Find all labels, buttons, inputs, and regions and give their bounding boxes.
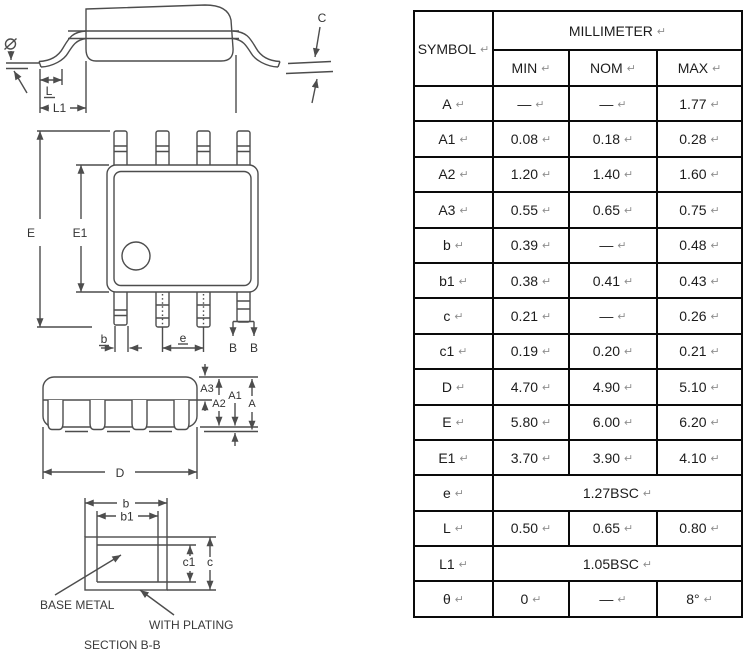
symbol-cell: [414, 334, 493, 369]
e-overall-dim-label: E: [26, 226, 36, 240]
cell-value: D: [441, 378, 452, 395]
return-mark: ↵: [535, 98, 545, 111]
min-header-text: MIN: [511, 60, 538, 76]
table-row: [414, 121, 742, 156]
return-mark: ↵: [624, 523, 634, 536]
symbol-cell: [414, 405, 493, 440]
cell-value: 5.80: [510, 414, 539, 431]
cell-value: 0: [520, 591, 529, 608]
return-mark: ↵: [542, 417, 552, 430]
min-cell: [493, 121, 569, 156]
cell-value: b: [442, 237, 451, 254]
a3-dim-label: A3: [200, 383, 214, 395]
b-width-dim-label: b: [100, 332, 108, 346]
symbol-header-text: SYMBOL: [417, 40, 477, 57]
return-mark: ↵: [710, 417, 720, 430]
cell-value: 0.38: [510, 272, 539, 289]
cell-value: 0.39: [510, 237, 539, 254]
return-mark: ↵: [542, 204, 552, 217]
return-mark: ↵: [624, 134, 634, 147]
max-cell: [657, 334, 742, 369]
table-row: [414, 440, 742, 475]
return-mark: ↵: [455, 98, 465, 111]
return-mark: ↵: [710, 134, 720, 147]
cell-value: c: [443, 308, 451, 325]
min-cell: [493, 369, 569, 404]
max-cell: [657, 369, 742, 404]
theta-angle-icon: [5, 39, 17, 50]
return-mark: ↵: [642, 487, 653, 500]
return-mark: ↵: [624, 381, 634, 394]
cell-value: 0.65: [592, 520, 621, 537]
return-mark: ↵: [454, 240, 464, 253]
nom-cell: [569, 581, 657, 616]
nom-cell: [569, 228, 657, 263]
return-mark: ↵: [542, 134, 552, 147]
millimeter-header-cell: [493, 11, 742, 50]
nom-header-cell: [569, 50, 657, 86]
nom-cell: [569, 192, 657, 227]
return-mark: ↵: [455, 381, 466, 394]
cell-value: 1.05BSC: [582, 555, 639, 572]
return-mark: ↵: [712, 63, 722, 75]
return-mark: ↵: [454, 523, 464, 536]
cell-value: 3.70: [510, 449, 539, 466]
return-mark: ↵: [710, 523, 720, 536]
table-row: [414, 298, 742, 333]
nom-cell: [569, 121, 657, 156]
return-mark: ↵: [626, 63, 636, 75]
cell-value: 0.50: [510, 520, 539, 537]
return-mark: ↵: [480, 43, 490, 56]
min-cell: [493, 263, 569, 298]
symbol-cell: [414, 440, 493, 475]
cell-value: A3: [438, 201, 456, 218]
cell-value: —: [517, 95, 532, 112]
table-row: [414, 192, 742, 227]
min-cell: [493, 511, 569, 546]
cell-value: —: [599, 591, 614, 608]
l-dim-label: L: [45, 84, 53, 98]
cell-value: L1: [439, 555, 455, 572]
front-view-drawing: [43, 364, 258, 480]
cell-value: 1.77: [679, 95, 707, 112]
return-mark: ↵: [542, 275, 552, 288]
cell-value: —: [599, 237, 614, 254]
cell-value: 6.20: [679, 414, 707, 431]
span-value-cell: [493, 475, 742, 510]
return-mark: ↵: [542, 523, 552, 536]
return-mark: ↵: [542, 311, 552, 324]
return-mark: ↵: [458, 346, 468, 359]
max-cell: [657, 86, 742, 121]
nom-cell: [569, 263, 657, 298]
return-mark: ↵: [532, 594, 542, 607]
cell-value: 0.21: [679, 343, 707, 360]
return-mark: ↵: [617, 311, 627, 324]
cell-value: 0.26: [679, 308, 707, 325]
cell-value: E: [442, 414, 452, 431]
table-row: [414, 263, 742, 298]
cell-value: 1.40: [592, 166, 621, 183]
symbol-cell: [414, 263, 493, 298]
return-mark: ↵: [710, 275, 720, 288]
cell-value: θ: [442, 591, 451, 608]
cell-value: 0.55: [510, 201, 539, 218]
cell-value: b1: [439, 272, 455, 289]
symbol-cell: [414, 298, 493, 333]
cell-value: 0.20: [592, 343, 621, 360]
cell-value: —: [599, 308, 614, 325]
table-row: [414, 157, 742, 192]
return-mark: ↵: [454, 594, 464, 607]
max-header-cell: [657, 50, 742, 86]
return-mark: ↵: [624, 204, 634, 217]
return-mark: ↵: [642, 558, 653, 571]
return-mark: ↵: [459, 169, 469, 182]
return-mark: ↵: [617, 98, 627, 111]
symbol-cell: [414, 546, 493, 581]
cell-value: 0.21: [510, 308, 539, 325]
cell-value: 4.90: [592, 378, 621, 395]
nom-cell: [569, 511, 657, 546]
max-header-text: MAX: [677, 60, 709, 76]
span-value-cell: [493, 546, 742, 581]
return-mark: ↵: [459, 204, 469, 217]
return-mark: ↵: [624, 346, 634, 359]
cell-value: 0.28: [679, 131, 707, 148]
return-mark: ↵: [459, 452, 469, 465]
cell-value: 0.65: [592, 201, 621, 218]
nom-cell: [569, 440, 657, 475]
return-mark: ↵: [624, 452, 634, 465]
cell-value: A2: [438, 166, 456, 183]
return-mark: ↵: [710, 204, 720, 217]
cell-value: 3.90: [592, 449, 621, 466]
cell-value: 8°: [686, 591, 700, 608]
max-cell: [657, 581, 742, 616]
cell-value: A: [442, 95, 452, 112]
return-mark: ↵: [624, 417, 634, 430]
table-row: [414, 511, 742, 546]
section-b-marker-1: B: [228, 341, 238, 355]
min-cell: [493, 228, 569, 263]
return-mark: ↵: [710, 240, 720, 253]
nom-cell: [569, 369, 657, 404]
c-dim-label: C: [317, 11, 327, 25]
return-mark: ↵: [542, 169, 552, 182]
cell-value: 6.00: [592, 414, 621, 431]
max-cell: [657, 263, 742, 298]
return-mark: ↵: [624, 275, 634, 288]
cell-value: L: [442, 520, 451, 537]
with-plating-caption: WITH PLATING: [149, 618, 234, 632]
min-cell: [493, 440, 569, 475]
symbol-cell: [414, 121, 493, 156]
return-mark: ↵: [656, 25, 667, 38]
nom-cell: [569, 86, 657, 121]
min-cell: [493, 157, 569, 192]
max-cell: [657, 192, 742, 227]
max-cell: [657, 405, 742, 440]
nom-cell: [569, 298, 657, 333]
cell-value: 0.18: [592, 131, 621, 148]
cell-value: E1: [438, 449, 456, 466]
max-cell: [657, 157, 742, 192]
return-mark: ↵: [710, 381, 720, 394]
return-mark: ↵: [617, 594, 627, 607]
return-mark: ↵: [710, 346, 720, 359]
return-mark: ↵: [458, 275, 468, 288]
symbol-cell: [414, 581, 493, 616]
section-c1-dim-label: c1: [182, 555, 196, 569]
symbol-cell: [414, 192, 493, 227]
cell-value: 4.10: [679, 449, 707, 466]
return-mark: ↵: [454, 311, 464, 324]
return-mark: ↵: [710, 169, 720, 182]
table-row: [414, 334, 742, 369]
min-cell: [493, 334, 569, 369]
section-b-marker-2: B: [249, 341, 259, 355]
max-cell: [657, 511, 742, 546]
nom-cell: [569, 334, 657, 369]
nom-cell: [569, 405, 657, 440]
cell-value: 4.70: [510, 378, 539, 395]
e1-body-dim-label: E1: [72, 226, 88, 240]
table-row: [414, 581, 742, 616]
return-mark: ↵: [455, 417, 465, 430]
cell-value: 1.27BSC: [582, 484, 639, 501]
section-c-dim-label: c: [207, 555, 213, 569]
min-cell: [493, 298, 569, 333]
section-b1-dim-label: b1: [120, 509, 134, 524]
section-bb-title: SECTION B-B: [84, 638, 161, 652]
min-cell: [493, 581, 569, 616]
nom-cell: [569, 157, 657, 192]
min-header-cell: [493, 50, 569, 86]
return-mark: ↵: [710, 311, 720, 324]
a1-dim-label: A1: [228, 390, 242, 402]
table-row: [414, 405, 742, 440]
e-pitch-dim-label: e: [179, 331, 187, 345]
symbol-cell: [414, 228, 493, 263]
l1-dim-label: L1: [52, 101, 67, 115]
dim-table-body: [414, 86, 742, 617]
millimeter-header-text: MILLIMETER: [568, 22, 653, 39]
cell-value: 0.43: [679, 272, 707, 289]
min-cell: [493, 192, 569, 227]
a2-dim-label: A2: [212, 398, 226, 410]
return-mark: ↵: [710, 98, 720, 111]
top-view-drawing: [27, 131, 258, 355]
cell-value: 0.08: [510, 131, 539, 148]
cell-value: 1.60: [679, 166, 707, 183]
table-row: [414, 228, 742, 263]
table-row: [414, 475, 742, 510]
cell-value: c1: [439, 343, 455, 360]
cell-value: 5.10: [679, 378, 707, 395]
cell-value: 0.80: [679, 520, 707, 537]
return-mark: ↵: [542, 381, 552, 394]
max-cell: [657, 121, 742, 156]
cell-value: 0.19: [510, 343, 539, 360]
return-mark: ↵: [458, 558, 468, 571]
a-dim-label: A: [248, 398, 256, 410]
max-cell: [657, 440, 742, 475]
return-mark: ↵: [542, 240, 552, 253]
symbol-cell: [414, 511, 493, 546]
cell-value: —: [599, 95, 614, 112]
cell-value: A1: [438, 131, 456, 148]
symbol-cell: [414, 369, 493, 404]
max-cell: [657, 298, 742, 333]
return-mark: ↵: [542, 346, 552, 359]
symbol-cell: [414, 475, 493, 510]
min-cell: [493, 86, 569, 121]
min-cell: [493, 405, 569, 440]
return-mark: ↵: [617, 240, 627, 253]
return-mark: ↵: [710, 452, 720, 465]
max-cell: [657, 228, 742, 263]
side-view-drawing: [5, 5, 334, 115]
return-mark: ↵: [624, 169, 634, 182]
section-view-drawing: [40, 497, 233, 653]
table-row: [414, 369, 742, 404]
cell-value: 0.41: [592, 272, 621, 289]
return-mark: ↵: [703, 594, 713, 607]
cell-value: e: [442, 484, 451, 501]
table-row: [414, 86, 742, 121]
cell-value: 0.75: [679, 201, 707, 218]
return-mark: ↵: [459, 134, 469, 147]
cell-value: 1.20: [510, 166, 539, 183]
dimension-table: [413, 10, 743, 618]
return-mark: ↵: [454, 487, 464, 500]
table-header-row-1: [414, 11, 742, 50]
symbol-cell: [414, 157, 493, 192]
table-row: [414, 546, 742, 581]
section-b-dim-label: b: [122, 496, 130, 511]
symbol-cell: [414, 86, 493, 121]
return-mark: ↵: [541, 63, 551, 75]
symbol-header-cell: [414, 11, 493, 86]
return-mark: ↵: [542, 452, 552, 465]
d-dim-label: D: [115, 466, 125, 480]
nom-header-text: NOM: [590, 60, 623, 76]
cell-value: 0.48: [679, 237, 707, 254]
base-metal-caption: BASE METAL: [40, 598, 115, 612]
